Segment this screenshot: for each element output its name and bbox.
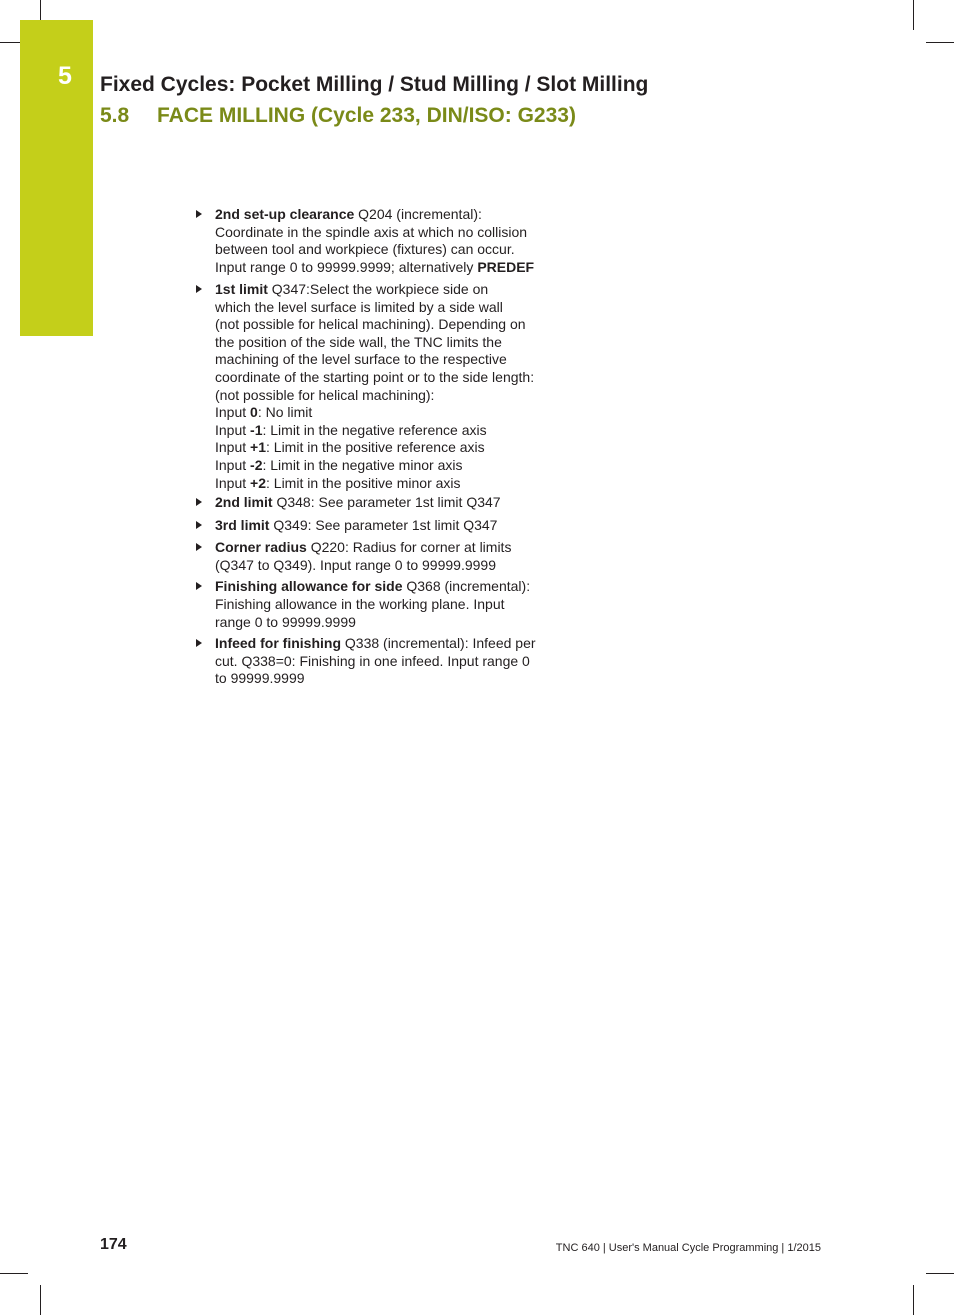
param-name: 2nd limit	[215, 494, 273, 510]
chapter-tab	[20, 20, 93, 336]
param-line: coordinate of the starting point or to the side length:	[215, 368, 535, 385]
param-line: Coordinate in the spindle axis at which no collision	[215, 223, 528, 240]
param-line: 3rd limit Q349: See parameter 1st limit Q347	[215, 516, 498, 533]
predef-keyword: PREDEF	[477, 258, 535, 275]
triangle-bullet-icon	[196, 521, 202, 529]
param-line: (not possible for helical machining):	[215, 386, 435, 403]
triangle-bullet-icon	[196, 210, 202, 218]
param-item	[196, 517, 576, 535]
crop-mark	[913, 1285, 914, 1315]
chapter-title: Fixed Cycles: Pocket Milling / Stud Milling / Slot Milling	[100, 73, 649, 96]
page-number: 174	[100, 1236, 127, 1253]
param-line: between tool and workpiece (fixtures) can occur.	[215, 241, 515, 258]
crop-mark	[40, 0, 41, 20]
input-option: Input -1: Limit in the negative reference axis	[215, 421, 487, 438]
param-line: the position of the side wall, the TNC limits the	[215, 333, 502, 350]
param-name: Infeed for finishing	[215, 635, 341, 652]
param-line: which the level surface is limited by a side wall	[215, 298, 503, 315]
input-option: Input +2: Limit in the positive minor axis	[215, 474, 461, 491]
param-line: range 0 to 99999.9999	[215, 613, 356, 630]
param-item	[196, 206, 576, 275]
param-line: Finishing allowance for side Q368 (incremental):	[215, 578, 531, 595]
param-line: Finishing allowance in the working plane. Input	[215, 595, 505, 612]
crop-mark	[40, 1285, 41, 1315]
param-item	[196, 281, 576, 489]
param-item	[196, 635, 576, 688]
input-option: Input 0: No limit	[215, 404, 313, 421]
crop-mark	[926, 1273, 954, 1274]
param-name: Corner radius	[215, 539, 307, 556]
param-item	[196, 578, 576, 631]
param-item	[196, 539, 576, 574]
param-line: Input range 0 to 99999.9999; alternatively PREDEF	[215, 258, 535, 275]
crop-mark	[0, 1273, 28, 1274]
footer-text: TNC 640 | User's Manual Cycle Programming | 1/2015	[555, 1242, 821, 1254]
triangle-bullet-icon	[196, 498, 202, 506]
param-item	[196, 494, 576, 512]
param-line: Infeed for finishing Q338 (incremental): Infeed per	[215, 635, 536, 652]
param-line: to 99999.9999	[215, 670, 305, 687]
crop-mark	[0, 42, 20, 43]
triangle-bullet-icon	[196, 285, 202, 293]
chapter-number: 5	[58, 62, 72, 90]
param-name: Finishing allowance for side	[215, 578, 403, 595]
section-heading	[100, 104, 576, 128]
param-name: 2nd set-up clearance	[215, 206, 355, 222]
param-line: (not possible for helical machining). Depending on	[215, 316, 526, 333]
input-option: Input +1: Limit in the positive reference axis	[215, 439, 485, 456]
param-line: cut. Q338=0: Finishing in one infeed. Input range 0	[215, 652, 530, 669]
param-line: 2nd limit Q348: See parameter 1st limit Q347	[215, 494, 501, 510]
triangle-bullet-icon	[196, 543, 202, 551]
param-name: 1st limit	[215, 281, 268, 297]
section-number: 5.8	[100, 104, 130, 127]
param-name: 3rd limit	[215, 516, 270, 533]
triangle-bullet-icon	[196, 582, 202, 590]
section-title: FACE MILLING (Cycle 233, DIN/ISO: G233)	[157, 104, 576, 127]
input-option: Input -2: Limit in the negative minor axis	[215, 456, 463, 473]
param-line: machining of the level surface to the respective	[215, 351, 507, 368]
triangle-bullet-icon	[196, 639, 202, 647]
param-line: (Q347 to Q349). Input range 0 to 99999.9999	[215, 556, 496, 573]
param-line: Corner radius Q220: Radius for corner at limits	[215, 539, 512, 556]
crop-mark	[913, 0, 914, 30]
parameter-list	[196, 206, 576, 688]
param-line: 2nd set-up clearance Q204 (incremental):	[215, 206, 482, 222]
crop-mark	[926, 42, 954, 43]
param-line: 1st limit Q347:Select the workpiece side on	[215, 281, 489, 297]
